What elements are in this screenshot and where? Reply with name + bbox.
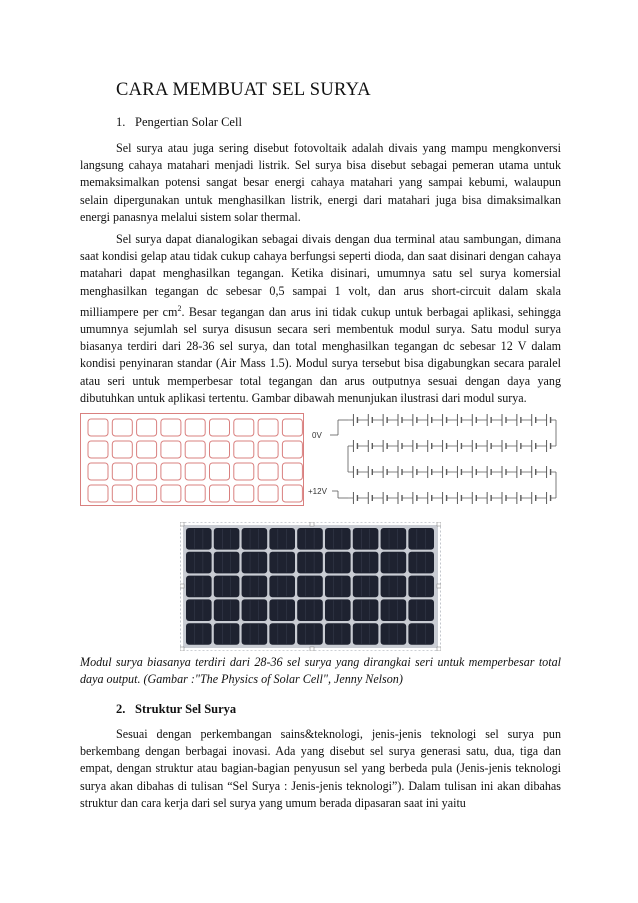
selection-handle <box>437 522 441 526</box>
panel-cell <box>381 528 407 550</box>
document-title: CARA MEMBUAT SEL SURYA <box>116 80 371 100</box>
panel-cell <box>325 599 351 621</box>
panel-cell <box>408 576 434 598</box>
panel-cell <box>408 552 434 574</box>
panel-cell <box>242 599 268 621</box>
section-1-paragraph-2 <box>80 231 561 407</box>
module-outline <box>81 414 304 506</box>
cell-outline <box>282 441 302 458</box>
panel-cell <box>408 599 434 621</box>
cell-outline <box>88 485 108 502</box>
panel-cell <box>186 528 212 550</box>
figure-caption: Modul surya biasanya terdiri dari 28-36 sel surya yang dirangkai seri untuk memperbesar total daya output. (Gambar :"The Physics of Solar Cell", Jenny Nelson) <box>80 655 561 687</box>
panel-cell <box>381 599 407 621</box>
cell-outline <box>282 419 302 436</box>
panel-cell <box>269 599 295 621</box>
panel-cell <box>186 576 212 598</box>
cell-outline <box>88 419 108 436</box>
panel-cell <box>214 552 240 574</box>
panel-cell <box>325 552 351 574</box>
panel-cell <box>214 528 240 550</box>
section-1-heading <box>116 115 242 130</box>
panel-cell <box>186 599 212 621</box>
panel-cell <box>269 576 295 598</box>
section-1-paragraph-2-part-b: . Besar tegangan dan arus ini tidak cukup untuk berbagai aplikasi, sehingga umumnya sejumlah sel surya disusun secara seri membentuk modul surya. Satu modul surya biasanya terdiri dari 28-36 sel surya, dan total menghasilkan tegangan dc sebesar 12 V dalam kondisi penyinaran standar (Air Mass 1.5). Modul surya tersebut bisa digabungkan secara paralel atau seri untuk memperbesar total tegangan dan arus outputnya sesuai dengan daya yang dibutuhkan untuk aplikasi tertentu. Gambar dibawah menunjukan ilustrasi dari modul surya. <box>80 304 561 405</box>
selection-handle <box>310 522 314 526</box>
panel-cell <box>269 623 295 645</box>
cell-outline <box>185 463 205 480</box>
panel-cell <box>297 599 323 621</box>
cell-outline <box>185 485 205 502</box>
section-1-paragraph-2-part-a: Sel surya dapat dianalogikan sebagai divais dengan dua terminal atau sambungan, dimana saat kondisi gelap atau tidak cukup cahaya berfungsi seperti dioda, dan saat disinari dengan cahaya matahari dapat menghasilkan tegangan. Ketika disinari, umumnya satu sel surya komersial menghasilkan tegangan dc sebesar 0,5 sampai 1 volt, dan arus short-circuit dalam skala milliampere per cm <box>80 232 561 319</box>
series-circuit-diagram <box>308 408 564 508</box>
panel-cell <box>353 528 379 550</box>
cell-outline <box>112 485 132 502</box>
panel-cell <box>214 623 240 645</box>
panel-cell <box>242 552 268 574</box>
selection-handle <box>437 584 441 588</box>
cell-outline <box>88 441 108 458</box>
cell-outline <box>185 419 205 436</box>
panel-cell <box>353 552 379 574</box>
panel-cell <box>297 552 323 574</box>
cell-outline <box>282 485 302 502</box>
cell-outline <box>282 463 302 480</box>
panel-cell <box>325 528 351 550</box>
selection-handle <box>180 584 184 588</box>
panel-cell <box>408 623 434 645</box>
solar-cell-layout-diagram <box>80 413 304 506</box>
panel-cell <box>381 552 407 574</box>
cell-outline <box>234 463 254 480</box>
panel-cell <box>242 576 268 598</box>
cell-outline <box>258 419 278 436</box>
cell-outline <box>161 485 181 502</box>
cell-outline <box>112 419 132 436</box>
cell-outline <box>234 441 254 458</box>
solar-panel-photo <box>180 522 441 651</box>
label-0v: 0V <box>312 431 322 440</box>
section-2-heading <box>116 702 236 717</box>
cell-outline <box>137 463 157 480</box>
cell-outline <box>137 485 157 502</box>
cell-outline <box>112 441 132 458</box>
cell-outline <box>210 485 230 502</box>
cell-outline <box>258 485 278 502</box>
panel-cell <box>269 528 295 550</box>
panel-cell <box>269 552 295 574</box>
cell-outline <box>137 441 157 458</box>
panel-cell <box>297 528 323 550</box>
cell-outline <box>112 463 132 480</box>
panel-cell <box>242 623 268 645</box>
section-1-title: Pengertian Solar Cell <box>135 115 242 129</box>
superscript-2: 2 <box>177 303 182 313</box>
panel-cell <box>297 623 323 645</box>
selection-handle <box>180 647 184 651</box>
panel-cell <box>353 623 379 645</box>
panel-cell <box>353 576 379 598</box>
panel-cell <box>186 623 212 645</box>
panel-cell <box>242 528 268 550</box>
panel-cell <box>214 576 240 598</box>
cell-outline <box>258 463 278 480</box>
cell-outline <box>161 463 181 480</box>
section-1-number: 1. <box>116 115 126 129</box>
selection-handle <box>180 522 184 526</box>
panel-cell <box>408 528 434 550</box>
cell-outline <box>210 441 230 458</box>
panel-cell <box>353 599 379 621</box>
section-1-paragraph-1: Sel surya atau juga sering disebut fotovoltaik adalah divais yang mampu mengkonversi langsung cahaya matahari menjadi listrik. Sel surya bisa disebut sebagai pemeran utama untuk memaksimalkan potensi sangat besar energi cahaya matahari yang sampai kebumi, walaupun selain dipergunakan untuk menghasilkan listrik, energi dari matahari juga bisa dimaksimalkan energi panasnya melalui sistem solar thermal. <box>80 141 561 224</box>
panel-cell <box>186 552 212 574</box>
panel-cell <box>325 576 351 598</box>
cell-outline <box>210 419 230 436</box>
cell-outline <box>185 441 205 458</box>
section-2-paragraph-1: Sesuai dengan perkembangan sains&teknologi, jenis-jenis teknologi sel surya pun berkembang dengan berbagai inovasi. Ada yang disebut sel surya generasi satu, dua, tiga dan empat, dengan struktur atau bagian-bagian penyusun sel yang berbeda pula (Jenis-jenis teknologi surya akan dibahas di tulisan “Sel Surya : Jenis-jenis teknologi”). Dalam tulisan ini akan dibahas struktur dan cara kerja dari sel surya yang umum berada dipasaran saat ini yaitu <box>80 727 561 810</box>
selection-handle <box>310 647 314 651</box>
panel-cell <box>214 599 240 621</box>
panel-cell <box>325 623 351 645</box>
label-plus-12v: +12V <box>308 487 327 496</box>
panel-cell <box>381 623 407 645</box>
cell-outline <box>234 485 254 502</box>
selection-handle <box>437 647 441 651</box>
section-2-number: 2. <box>116 702 126 716</box>
cell-outline <box>210 463 230 480</box>
cell-outline <box>234 419 254 436</box>
panel-cell <box>381 576 407 598</box>
cell-outline <box>137 419 157 436</box>
section-2-title: Struktur Sel Surya <box>135 702 237 716</box>
cell-outline <box>258 441 278 458</box>
panel-cell <box>297 576 323 598</box>
cell-outline <box>161 441 181 458</box>
cell-outline <box>161 419 181 436</box>
cell-outline <box>88 463 108 480</box>
